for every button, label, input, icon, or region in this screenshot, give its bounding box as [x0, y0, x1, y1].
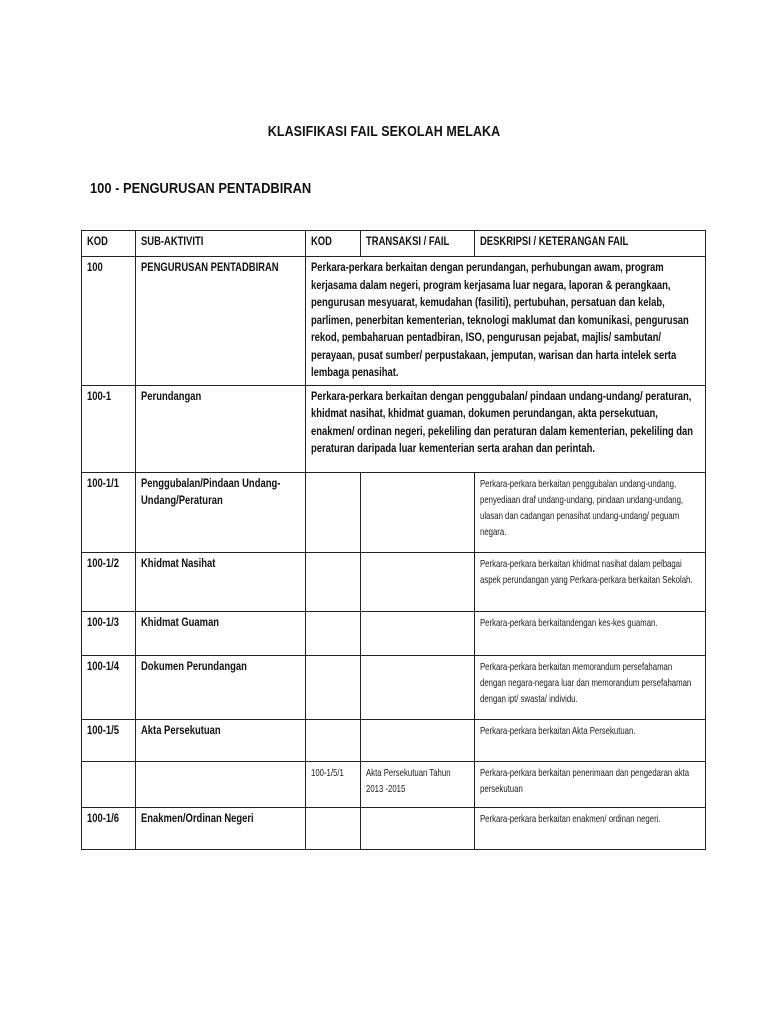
classification-table [81, 230, 706, 850]
cell-sub-aktiviti [136, 761, 306, 807]
cell-kod: 100-1/6 [82, 807, 136, 849]
header-kod: KOD [82, 231, 136, 257]
cell-sub-aktiviti: Khidmat Guaman [136, 611, 306, 655]
cell-deskripsi: Perkara-perkara berkaitan penerimaan dan pengedaran akta persekutuan [475, 761, 706, 807]
cell-kod-2 [306, 552, 361, 611]
cell-kod-2 [306, 472, 361, 552]
cell-deskripsi: Perkara-perkara berkaitan penggubalan undang-undang, penyediaan draf undang-undang, pindaan undang-undang, ulasan dan cadangan penasihat undang-undang/ peguam negara. [475, 472, 706, 552]
table-header-row [82, 231, 706, 257]
cell-deskripsi: Perkara-perkara berkaitan dengan penggubalan/ pindaan undang-undang/ peraturan, khidmat nasihat, khidmat guaman, dokumen perundangan, akta persekutuan, enakmen/ ordinan negeri, pekeliling dan peraturan dalam kementerian, pekeliling dan peraturan daripada luar kementerian serta arahan dan perintah. [306, 385, 706, 472]
cell-sub-aktiviti: Enakmen/Ordinan Negeri [136, 807, 306, 849]
header-deskripsi: DESKRIPSI / KETERANGAN FAIL [475, 231, 706, 257]
cell-sub-aktiviti: PENGURUSAN PENTADBIRAN [136, 257, 306, 386]
cell-transaksi [361, 719, 475, 761]
table-row [82, 807, 706, 849]
table-row [82, 257, 706, 386]
cell-kod: 100-1/5 [82, 719, 136, 761]
cell-transaksi [361, 472, 475, 552]
cell-transaksi [361, 552, 475, 611]
header-transaksi: TRANSAKSI / FAIL [361, 231, 475, 257]
cell-kod-2 [306, 611, 361, 655]
document-title: KLASIFIKASI FAIL SEKOLAH MELAKA [267, 124, 501, 140]
cell-kod: 100-1/4 [82, 655, 136, 719]
cell-kod-2 [306, 655, 361, 719]
table-row [82, 552, 706, 611]
cell-deskripsi: Perkara-perkara berkaitan memorandum persefahaman dengan negara-negara luar dan memorandum persefahaman dengan ipt/ swasta/ individu. [475, 655, 706, 719]
cell-transaksi: Akta Persekutuan Tahun 2013 -2015 [361, 761, 475, 807]
cell-sub-aktiviti: Perundangan [136, 385, 306, 472]
cell-sub-aktiviti: Akta Persekutuan [136, 719, 306, 761]
table-row [82, 719, 706, 761]
cell-sub-aktiviti: Penggubalan/Pindaan Undang-Undang/Peraturan [136, 472, 306, 552]
cell-kod: 100-1/1 [82, 472, 136, 552]
cell-kod: 100-1/3 [82, 611, 136, 655]
table-row [82, 611, 706, 655]
cell-sub-aktiviti: Dokumen Perundangan [136, 655, 306, 719]
cell-kod-2: 100-1/5/1 [306, 761, 361, 807]
cell-transaksi [361, 611, 475, 655]
cell-deskripsi: Perkara-perkara berkaitan enakmen/ ordinan negeri. [475, 807, 706, 849]
cell-transaksi [361, 655, 475, 719]
header-kod-2: KOD [306, 231, 361, 257]
cell-deskripsi: Perkara-perkara berkaitan khidmat nasihat dalam pelbagai aspek perundangan yang Perkara-perkara berkaitan Sekolah. [475, 552, 706, 611]
cell-sub-aktiviti: Khidmat Nasihat [136, 552, 306, 611]
table-row [82, 472, 706, 552]
cell-deskripsi: Perkara-perkara berkaitan Akta Persekutuan. [475, 719, 706, 761]
table-row [82, 655, 706, 719]
cell-transaksi [361, 807, 475, 849]
table-row [82, 761, 706, 807]
section-title: 100 - PENGURUSAN PENTADBIRAN [90, 180, 312, 197]
cell-kod-2 [306, 807, 361, 849]
cell-kod [82, 761, 136, 807]
cell-kod: 100-1/2 [82, 552, 136, 611]
cell-kod: 100-1 [82, 385, 136, 472]
cell-kod-2 [306, 719, 361, 761]
table-row [82, 385, 706, 472]
cell-deskripsi: Perkara-perkara berkaitan dengan perundangan, perhubungan awam, program kerjasama dalam negeri, program kerjasama luar negara, laporan & perangkaan, pengurusan mesyuarat, kemudahan (fasiliti), pertubuhan, persatuan dan kelab, parlimen, penerbitan kementerian, teknologi maklumat dan komunikasi, pengurusan rekod, pembaharuan pentadbiran, ISO, pengurusan pejabat, majlis/ sambutan/ perayaan, pusat sumber/ perpustakaan, jemputan, warisan dan harta intelek serta lembaga penasihat. [306, 257, 706, 386]
cell-kod: 100 [82, 257, 136, 386]
cell-deskripsi: Perkara-perkara berkaitandengan kes-kes guaman. [475, 611, 706, 655]
header-sub-aktiviti: SUB-AKTIVITI [136, 231, 306, 257]
